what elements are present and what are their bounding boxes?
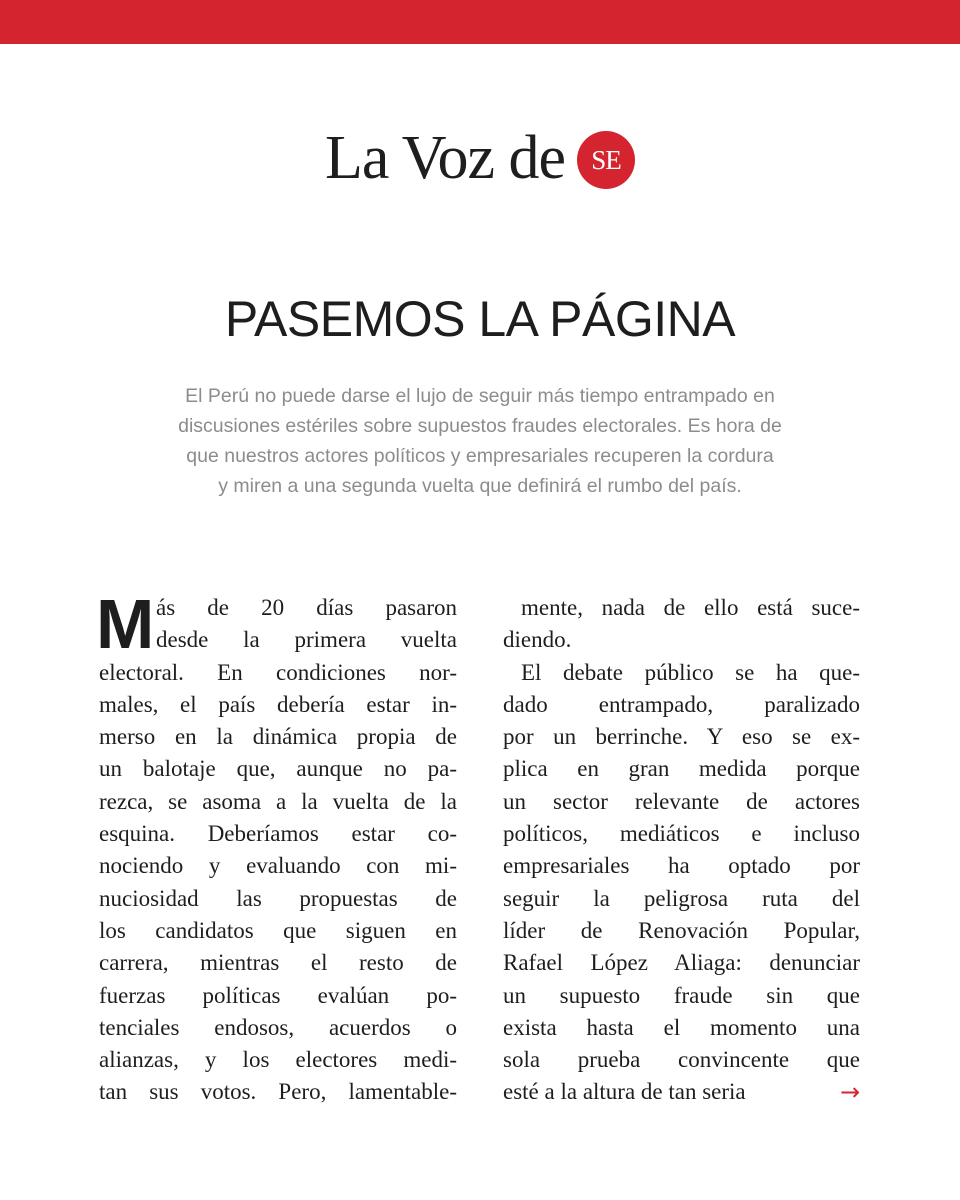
body-line: líder de Renovación Popular, (503, 917, 860, 943)
body-line: por un berrinche. Y eso se ex- (503, 724, 860, 750)
body-line: esté a la altura de tan seria (503, 1079, 746, 1105)
drop-cap: M (96, 585, 155, 663)
subhead-line: que nuestros actores políticos y empresariales recuperen la cordura (186, 445, 774, 467)
body-line: empresariales ha optado por (503, 853, 860, 879)
body-line: Rafael López Aliaga: denunciar (503, 950, 860, 976)
article-column-left (96, 585, 457, 1109)
se-logo-badge: SE (577, 131, 635, 189)
body-line: un supuesto fraude sin que (503, 982, 860, 1008)
body-line: ás de 20 días pasaron (156, 595, 457, 620)
subhead-line: y miren a una segunda vuelta que definirá el rumbo del país. (218, 475, 742, 497)
subhead-line: El Perú no puede darse el lujo de seguir más tiempo entrampado en (185, 385, 775, 407)
body-line: esquina. Deberíamos estar co- (99, 821, 457, 847)
body-line: sola prueba convincente que (503, 1047, 860, 1073)
article-headline: PASEMOS LA PÁGINA (224, 291, 736, 347)
body-line: alianzas, y los electores medi- (99, 1047, 457, 1073)
body-line: nuciosidad las propuestas de (99, 885, 457, 911)
body-line: tenciales endosos, acuerdos o (99, 1014, 457, 1040)
body-line: merso en la dinámica propia de (99, 724, 457, 750)
body-line: seguir la peligrosa ruta del (503, 885, 860, 911)
masthead-title: La Voz de (324, 124, 566, 192)
body-line: los candidatos que siguen en (99, 917, 457, 943)
body-line: fuerzas políticas evalúan po- (99, 982, 457, 1008)
body-line: plica en gran medida porque (503, 756, 860, 782)
body-line: dado entrampado, paralizado (503, 691, 860, 717)
body-line: un sector relevante de actores (503, 788, 860, 814)
body-line: políticos, mediáticos e incluso (503, 821, 860, 847)
subhead-line: discusiones estériles sobre supuestos fraudes electorales. Es hora de (178, 415, 782, 437)
body-line: El debate público se ha que- (521, 659, 860, 685)
body-line: mente, nada de ello está suce- (521, 595, 860, 620)
article-subhead (130, 381, 830, 501)
body-line: males, el país debería estar in- (99, 691, 457, 717)
masthead (0, 118, 960, 198)
body-line: nociendo y evaluando con mi- (99, 853, 457, 879)
body-line: un balotaje que, aunque no pa- (99, 756, 457, 782)
body-line: tan sus votos. Pero, lamentable- (99, 1079, 457, 1105)
arrow-right-icon: → (840, 1078, 861, 1106)
body-line: rezca, se asoma a la vuelta de la (99, 788, 457, 814)
body-line: desde la primera vuelta (156, 627, 457, 653)
top-color-bar (0, 0, 960, 44)
body-line: exista hasta el momento una (503, 1014, 860, 1040)
article-column-right (503, 592, 860, 1109)
body-line: electoral. En condiciones nor- (99, 659, 457, 685)
body-line: carrera, mientras el resto de (99, 950, 457, 976)
body-line: diendo. (503, 627, 572, 653)
